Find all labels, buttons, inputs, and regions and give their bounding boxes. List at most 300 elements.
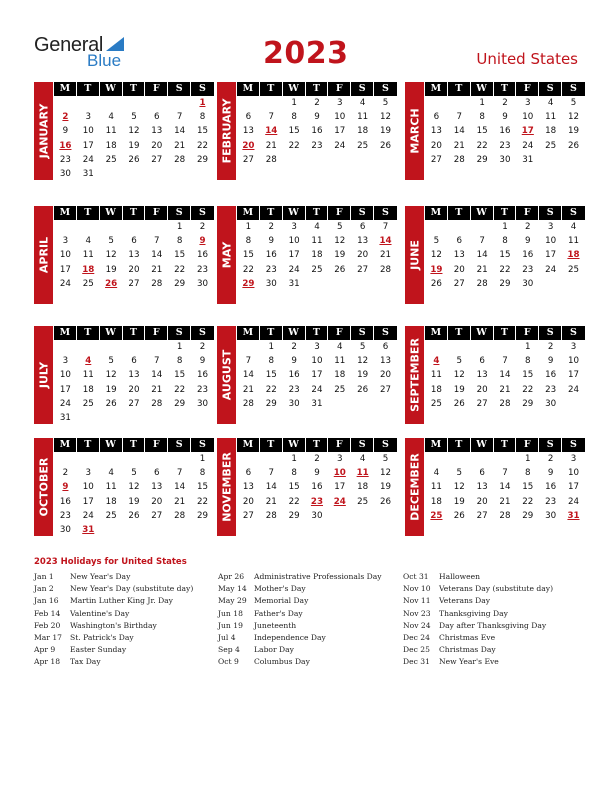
day-cell: 29	[265, 398, 277, 409]
week-row	[425, 495, 585, 509]
week-row	[237, 124, 397, 138]
day-cell	[145, 96, 168, 110]
day-cell: 28	[476, 278, 488, 289]
weekday-label: S	[539, 82, 562, 96]
week-row	[425, 263, 585, 277]
day-cell: 1	[268, 342, 275, 352]
day-cell: 19	[453, 496, 465, 507]
day-cell: 16	[522, 250, 534, 261]
holiday-day-cell: 14	[379, 236, 392, 247]
day-cell: 5	[131, 112, 137, 123]
day-cell: 22	[522, 496, 534, 507]
week-row	[54, 110, 214, 124]
day-cell	[494, 452, 517, 466]
holiday-item	[34, 620, 193, 632]
holiday-item	[403, 608, 553, 620]
month-april	[34, 206, 214, 306]
day-cell: 3	[314, 342, 320, 352]
day-cell: 10	[59, 250, 71, 261]
day-cell: 8	[291, 112, 297, 123]
weekday-label: T	[123, 438, 146, 452]
month-band	[34, 82, 53, 180]
day-cell: 14	[174, 482, 186, 493]
month-band	[34, 206, 53, 304]
holiday-item	[34, 656, 193, 668]
weekday-label: M	[237, 438, 260, 452]
day-cell: 8	[199, 112, 206, 123]
holiday-item	[218, 595, 382, 607]
weekday-label: M	[425, 206, 448, 220]
holiday-day-cell: 26	[105, 278, 118, 289]
day-cell	[351, 153, 374, 167]
day-cell: 23	[59, 510, 71, 521]
day-cell: 9	[525, 236, 531, 247]
day-cell	[562, 277, 585, 291]
day-cell: 4	[108, 112, 114, 123]
day-cell: 19	[567, 126, 580, 137]
weekday-label: S	[168, 206, 191, 220]
month-band	[405, 438, 424, 536]
day-cell	[77, 411, 100, 425]
day-cell	[145, 411, 168, 425]
month-band	[405, 82, 424, 180]
day-cell: 18	[82, 384, 94, 395]
day-cell: 17	[334, 126, 346, 137]
holiday-name: Day after Thanksgiving Day	[439, 620, 547, 630]
holiday-name: Veterans Day	[439, 596, 491, 606]
day-cell: 30	[499, 154, 511, 165]
day-cell: 9	[199, 356, 206, 367]
day-cell	[494, 340, 517, 354]
day-cell: 10	[82, 482, 94, 493]
weekday-label: T	[494, 82, 517, 96]
month-band	[405, 326, 424, 424]
day-cell: 24	[334, 140, 346, 151]
day-cell: 7	[176, 468, 183, 479]
day-cell: 5	[131, 468, 137, 479]
day-cell: 25	[430, 398, 442, 409]
week-row	[54, 340, 214, 354]
holiday-date: Nov 24	[403, 620, 431, 630]
day-cell	[191, 167, 214, 181]
day-cell: 2	[525, 222, 531, 232]
day-cell: 24	[288, 264, 300, 275]
day-cell: 22	[476, 140, 488, 151]
day-cell: 12	[105, 370, 117, 381]
day-cell: 12	[430, 250, 442, 261]
week-row	[237, 277, 397, 291]
holiday-day-cell: 18	[567, 250, 580, 261]
weekday-header	[54, 82, 214, 96]
day-cell: 13	[151, 126, 163, 137]
day-cell: 20	[357, 250, 369, 261]
logo-blue-text: Blue	[87, 51, 122, 70]
day-cell: 13	[476, 482, 488, 493]
day-cell: 22	[174, 384, 186, 395]
month-name: AUGUST	[220, 349, 233, 401]
day-cell: 9	[547, 468, 554, 479]
calendar-year: 2023	[263, 36, 349, 71]
day-cell	[123, 220, 146, 234]
week-row	[237, 139, 397, 153]
month-grid	[237, 82, 397, 167]
day-cell: 10	[567, 468, 580, 479]
holiday-date: Nov 10	[403, 584, 431, 594]
weekday-label: T	[123, 206, 146, 220]
weekday-label: S	[539, 206, 562, 220]
day-cell: 18	[105, 496, 117, 507]
day-cell: 16	[311, 482, 323, 493]
weekday-label: S	[199, 83, 206, 94]
weekday-label: F	[328, 82, 351, 96]
day-cell: 28	[265, 510, 277, 521]
weekday-label: T	[448, 438, 471, 452]
weekday-label: W	[283, 82, 306, 96]
day-cell: 8	[291, 468, 297, 479]
day-cell: 17	[545, 250, 557, 261]
day-cell: 27	[242, 154, 254, 165]
day-cell: 30	[59, 168, 71, 179]
week-row	[237, 509, 397, 523]
day-cell: 27	[476, 510, 488, 521]
holiday-date: May 29	[218, 596, 247, 606]
day-cell: 23	[522, 264, 534, 275]
weekday-header	[237, 326, 397, 340]
day-cell: 8	[525, 468, 531, 479]
month-march	[405, 82, 585, 182]
holiday-name: Veterans Day (substitute day)	[439, 584, 554, 594]
day-cell	[168, 452, 191, 466]
day-cell	[100, 96, 123, 110]
day-cell	[145, 523, 168, 537]
week-row	[425, 220, 585, 234]
week-row	[237, 248, 397, 262]
day-cell	[237, 340, 260, 354]
day-cell	[260, 96, 283, 110]
week-row	[425, 452, 585, 466]
holiday-column	[403, 571, 553, 669]
month-grid	[425, 438, 585, 523]
month-grid	[54, 206, 214, 291]
day-cell: 11	[82, 250, 94, 261]
day-cell: 27	[151, 510, 163, 521]
holiday-date: Apr 18	[34, 657, 61, 667]
day-cell: 25	[105, 510, 117, 521]
day-cell: 5	[456, 468, 463, 479]
day-cell: 13	[430, 126, 442, 137]
weekday-label: S	[382, 439, 389, 450]
holiday-item	[34, 632, 193, 644]
day-cell	[448, 340, 471, 354]
holiday-name: Valentine's Day	[70, 608, 130, 618]
day-cell: 5	[433, 236, 440, 247]
day-cell	[54, 340, 77, 354]
weekday-label: M	[54, 438, 77, 452]
holiday-day-cell: 29	[242, 278, 255, 289]
day-cell	[191, 523, 214, 537]
day-cell	[168, 96, 191, 110]
day-cell: 19	[105, 264, 117, 275]
day-cell	[123, 340, 146, 354]
day-cell: 21	[265, 140, 277, 151]
holiday-item	[34, 571, 193, 583]
month-august	[217, 326, 397, 426]
day-cell: 1	[291, 454, 297, 464]
day-cell: 29	[174, 398, 186, 409]
month-november	[217, 438, 397, 538]
holiday-day-cell: 31	[567, 510, 580, 521]
day-cell: 4	[433, 468, 440, 479]
month-name: APRIL	[37, 236, 50, 274]
day-cell: 25	[567, 264, 580, 275]
day-cell: 30	[522, 278, 534, 289]
day-cell: 21	[379, 250, 392, 261]
weekday-label: F	[516, 206, 539, 220]
weekday-label: W	[100, 82, 123, 96]
day-cell: 25	[82, 398, 94, 409]
holiday-day-cell: 31	[82, 524, 95, 535]
holiday-item	[218, 583, 382, 595]
holiday-day-cell: 14	[265, 126, 278, 137]
holiday-day-cell: 17	[521, 126, 534, 137]
holiday-item	[403, 571, 553, 583]
day-cell: 15	[476, 126, 488, 137]
day-cell: 6	[154, 468, 160, 479]
day-cell: 4	[108, 468, 114, 479]
holiday-item	[403, 583, 553, 595]
week-row	[54, 383, 214, 397]
day-cell: 1	[525, 342, 531, 352]
weekday-label: S	[570, 439, 577, 450]
day-cell: 22	[242, 264, 254, 275]
weekday-label: W	[471, 438, 494, 452]
day-cell: 28	[265, 154, 277, 165]
week-row	[237, 234, 397, 248]
weekday-label: M	[237, 326, 260, 340]
week-row	[54, 495, 214, 509]
holiday-item	[403, 656, 553, 668]
holiday-day-cell: 4	[433, 356, 440, 367]
weekday-label: T	[494, 438, 517, 452]
month-band	[405, 206, 424, 304]
day-cell: 7	[268, 112, 275, 123]
weekday-header	[425, 438, 585, 452]
day-cell: 27	[357, 264, 369, 275]
holiday-date: Jan 2	[34, 584, 54, 594]
holiday-date: Jan 1	[34, 572, 54, 581]
weekday-label: F	[516, 82, 539, 96]
weekday-label: F	[145, 82, 168, 96]
day-cell: 29	[174, 278, 186, 289]
day-cell: 11	[430, 370, 442, 381]
weekday-label: S	[382, 207, 389, 218]
day-cell: 11	[334, 356, 346, 367]
day-cell	[100, 340, 123, 354]
holiday-day-cell: 1	[199, 98, 206, 108]
week-row	[237, 480, 397, 494]
day-cell: 25	[82, 278, 94, 289]
month-band	[217, 326, 236, 424]
day-cell: 17	[334, 482, 346, 493]
month-grid	[54, 82, 214, 181]
day-cell: 21	[242, 384, 254, 395]
day-cell: 21	[453, 140, 465, 151]
day-cell: 8	[245, 236, 252, 247]
weekday-label: S	[570, 327, 577, 338]
day-cell: 6	[479, 356, 485, 367]
weekday-label: T	[306, 206, 329, 220]
holiday-date: Feb 14	[34, 608, 61, 618]
day-cell: 24	[59, 398, 71, 409]
day-cell: 15	[196, 126, 209, 137]
holiday-item	[218, 644, 382, 656]
day-cell: 23	[288, 384, 300, 395]
weekday-label: T	[260, 438, 283, 452]
day-cell: 30	[311, 510, 323, 521]
day-cell: 10	[59, 370, 71, 381]
month-september	[405, 326, 585, 426]
weekday-label: T	[306, 82, 329, 96]
weekday-label: T	[77, 206, 100, 220]
day-cell: 12	[379, 468, 392, 479]
day-cell: 18	[311, 250, 323, 261]
day-cell: 14	[476, 250, 488, 261]
day-cell: 5	[108, 356, 114, 367]
week-row	[237, 452, 397, 466]
day-cell: 14	[151, 250, 163, 261]
week-row	[54, 354, 214, 368]
weekday-label: T	[123, 82, 146, 96]
day-cell: 21	[265, 496, 277, 507]
day-cell	[168, 167, 191, 181]
day-cell: 22	[522, 384, 534, 395]
day-cell: 21	[174, 140, 186, 151]
day-cell: 21	[151, 384, 163, 395]
weekday-label: T	[260, 82, 283, 96]
week-row	[54, 411, 214, 425]
day-cell: 30	[196, 398, 209, 409]
day-cell: 26	[567, 140, 580, 151]
week-row	[54, 397, 214, 411]
month-grid	[425, 326, 585, 411]
holiday-day-cell: 4	[85, 356, 92, 367]
day-cell: 1	[502, 222, 508, 232]
holiday-name: New Year's Day (substitute day)	[70, 584, 194, 594]
week-row	[54, 368, 214, 382]
holiday-date: Jul 4	[218, 632, 236, 642]
day-cell: 14	[151, 370, 163, 381]
day-cell: 1	[245, 222, 252, 232]
day-cell: 22	[265, 384, 277, 395]
holiday-date: Jun 18	[218, 608, 243, 618]
day-cell: 7	[154, 356, 160, 367]
day-cell: 6	[245, 468, 252, 479]
week-row	[425, 368, 585, 382]
day-cell: 7	[502, 468, 508, 479]
day-cell: 2	[199, 222, 206, 232]
weekday-label: W	[283, 206, 306, 220]
weekday-label: T	[448, 82, 471, 96]
day-cell: 3	[85, 112, 92, 123]
day-cell	[374, 277, 397, 291]
weekday-label: T	[77, 326, 100, 340]
day-cell: 9	[291, 356, 297, 367]
day-cell	[425, 452, 448, 466]
holiday-name: Halloween	[439, 572, 480, 581]
weekday-label: F	[516, 438, 539, 452]
day-cell: 10	[545, 236, 557, 247]
holiday-column	[34, 571, 193, 669]
day-cell: 29	[196, 154, 209, 165]
day-cell: 17	[567, 370, 580, 381]
day-cell: 16	[288, 370, 300, 381]
day-cell: 16	[545, 370, 557, 381]
day-cell: 12	[128, 126, 140, 137]
day-cell: 2	[314, 98, 320, 108]
day-cell: 14	[499, 482, 511, 493]
day-cell	[328, 509, 351, 523]
holiday-day-cell: 9	[62, 482, 69, 493]
month-grid	[237, 206, 397, 291]
day-cell	[123, 167, 146, 181]
day-cell: 30	[196, 278, 209, 289]
day-cell: 14	[499, 370, 511, 381]
day-cell: 7	[479, 236, 485, 247]
day-cell: 23	[265, 264, 277, 275]
day-cell: 11	[311, 236, 323, 247]
day-cell: 23	[499, 140, 511, 151]
logo-triangle-icon	[106, 37, 124, 51]
day-cell	[77, 452, 100, 466]
day-cell: 5	[382, 454, 389, 464]
day-cell: 15	[499, 250, 511, 261]
day-cell: 2	[268, 222, 275, 232]
holiday-name: New Year's Eve	[439, 657, 499, 667]
day-cell: 3	[570, 454, 577, 464]
day-cell: 4	[314, 222, 320, 232]
day-cell: 11	[105, 482, 117, 493]
day-cell: 6	[131, 356, 137, 367]
day-cell	[54, 96, 77, 110]
day-cell	[100, 167, 123, 181]
day-cell	[562, 153, 585, 167]
holiday-day-cell: 25	[430, 510, 443, 521]
week-row	[237, 220, 397, 234]
day-cell: 26	[128, 510, 140, 521]
day-cell: 12	[334, 236, 346, 247]
holiday-date: Jun 19	[218, 620, 243, 630]
weekday-label: T	[494, 326, 517, 340]
day-cell	[562, 397, 585, 411]
holiday-item	[34, 608, 193, 620]
day-cell	[237, 452, 260, 466]
holiday-date: Nov 23	[403, 608, 431, 618]
day-cell: 12	[567, 112, 580, 123]
week-row	[425, 139, 585, 153]
weekday-label: S	[570, 83, 577, 94]
weekday-label: S	[351, 82, 374, 96]
day-cell: 3	[291, 222, 297, 232]
day-cell: 18	[357, 482, 369, 493]
month-name: SEPTEMBER	[408, 338, 421, 412]
day-cell: 1	[525, 454, 531, 464]
day-cell	[77, 220, 100, 234]
holiday-item	[218, 620, 382, 632]
day-cell: 3	[337, 454, 343, 464]
month-name: JUNE	[408, 240, 421, 270]
day-cell: 3	[337, 98, 343, 108]
week-row	[425, 340, 585, 354]
